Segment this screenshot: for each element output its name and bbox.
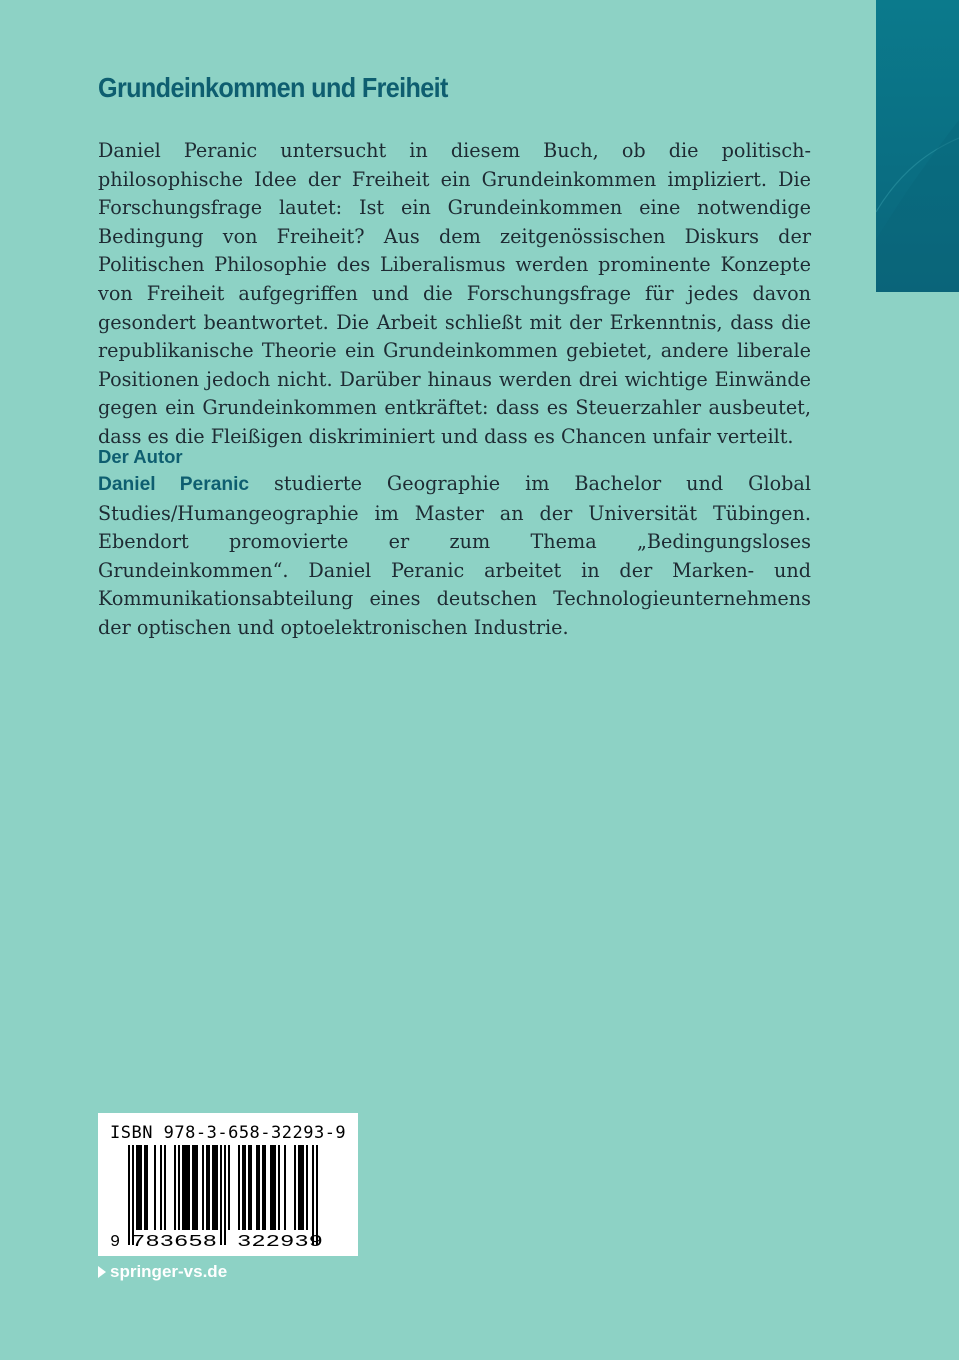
barcode-first-digit: 9	[110, 1233, 121, 1252]
barcode-left-digits: 783658	[131, 1233, 217, 1252]
barcode-bar	[136, 1145, 142, 1230]
barcode-bar	[178, 1145, 180, 1230]
barcode-bar	[238, 1145, 240, 1230]
barcode-bar	[316, 1145, 318, 1245]
barcode-bar	[220, 1145, 222, 1245]
barcode-icon	[98, 1113, 358, 1256]
corner-decoration	[876, 0, 959, 292]
barcode-bar	[182, 1145, 190, 1230]
barcode-bar	[174, 1145, 176, 1230]
author-heading: Der Autor	[98, 446, 183, 467]
corner-swoosh-icon	[876, 0, 959, 292]
barcode-bar	[128, 1145, 130, 1245]
barcode-bar	[278, 1145, 280, 1230]
book-title: Grundeinkommen und Freiheit	[98, 72, 448, 103]
book-abstract: Daniel Peranic untersucht in diesem Buch, ob die politisch-philosophische Idee der Freiheit ein Grundeinkommen impliziert. Die Forschungsfrage lautet: Ist ein Grundeinkommen eine notwendige Bedingung von Freiheit? Aus dem zeitgenössischen Diskurs der Politischen Philosophie des Liberalismus werden prominente Konzepte von Freiheit aufgegriffen und die Forschungsfrage für jedes davon gesondert beantwortet. Die Arbeit schließt mit der Erkenntnis, dass die republikanische Theorie ein Grundeinkommen gebietet, andere liberale Positionen jedoch nicht. Darüber hinaus werden drei wichtige Einwände gegen ein Grundeinkommen entkräftet: dass es Steuerzahler ausbeutet, dass es die Fleißigen diskriminiert und dass es Chancen unfair verteilt.	[98, 139, 811, 448]
triangle-right-icon	[98, 1266, 106, 1278]
barcode-bar	[192, 1145, 198, 1230]
author-name: Daniel Peranic	[98, 474, 250, 495]
publisher-url: springer-vs.de	[110, 1262, 228, 1281]
isbn-label: ISBN 978-3-658-32293-9	[110, 1123, 347, 1143]
barcode-bar	[144, 1145, 148, 1230]
barcode-bar	[256, 1145, 260, 1230]
barcode-bar	[228, 1145, 230, 1230]
barcode-bar	[202, 1145, 204, 1230]
barcode-bar	[164, 1145, 166, 1230]
barcode-bar	[312, 1145, 314, 1245]
barcode-bar	[298, 1145, 304, 1230]
barcode-bar	[242, 1145, 246, 1230]
barcode-bar	[206, 1145, 210, 1230]
author-bio-text: studierte Geographie im Bachelor und Global Studies/Humangeographie im Master an der Universität Tübingen. Ebendort promovierte er zum Thema „Bedingungsloses Grundeinkommen“. Daniel Peranic arbeitet in der Marken- und Kommunikationsabteilung eines deutschen Technologieunternehmens der optischen und optoelektronischen Industrie.	[98, 472, 811, 639]
barcode-bar	[132, 1145, 134, 1245]
barcode-bar	[294, 1145, 296, 1230]
publisher-link[interactable]	[98, 1262, 227, 1282]
barcode-right-digits: 322939	[237, 1233, 323, 1252]
barcode-bar	[270, 1145, 276, 1230]
barcode-bar	[160, 1145, 162, 1230]
barcode-bar	[212, 1145, 218, 1230]
barcode-box	[98, 1113, 358, 1256]
barcode-bars	[128, 1145, 318, 1245]
barcode-bar	[262, 1145, 266, 1230]
barcode-bar	[284, 1145, 286, 1230]
barcode-bar	[248, 1145, 252, 1230]
barcode-bar	[306, 1145, 308, 1230]
author-bio	[98, 470, 811, 643]
barcode-bar	[224, 1145, 226, 1245]
barcode-bar	[154, 1145, 156, 1230]
